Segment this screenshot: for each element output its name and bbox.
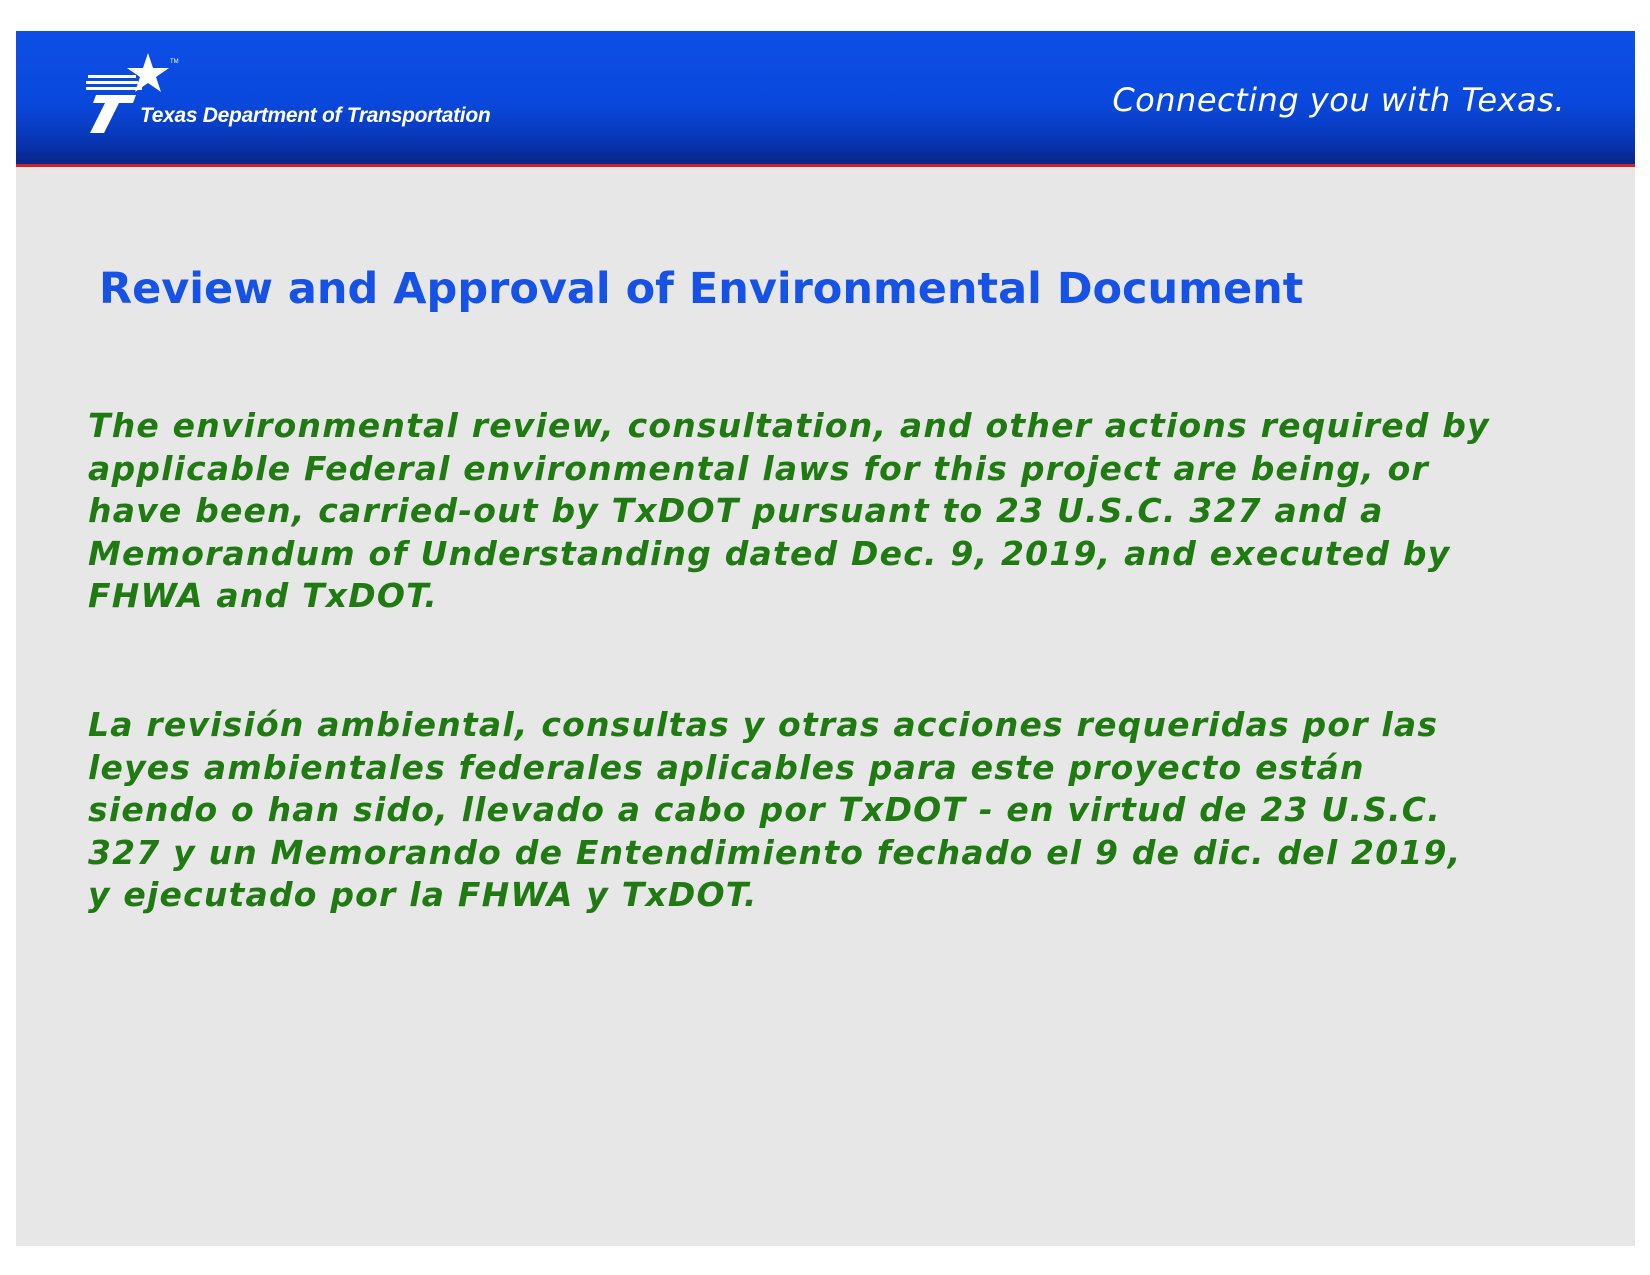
svg-text:TM: TM xyxy=(170,59,179,65)
paragraph-english: The environmental review, consultation, and other actions required by applicable Federal environmental laws for this project are being, or have been, carried-out by TxDOT pursuant to 23 U.S.C. 327 and a Memorandum of Understanding dated Dec. 9, 2019, and executed by FHWA and TxDOT. xyxy=(88,406,1490,615)
txdot-logo xyxy=(86,51,506,141)
page-title: Review and Approval of Environmental Document xyxy=(99,264,1304,314)
slide xyxy=(16,31,1635,1246)
logo-text: Texas Department of Transportation xyxy=(140,104,491,127)
paragraph-spanish: La revisión ambiental, consultas y otras acciones requeridas por las leyes ambientales federales aplicables para este proyecto están siendo o han sido, llevado a cabo por TxDOT - en virtud de 23 U.S.C. 327 y un Memorando de Entendimiento fechado el 9 de dic. del 2019, y ejecutado por la FHWA y TxDOT. xyxy=(88,705,1462,914)
header-banner xyxy=(16,31,1635,167)
tagline: Connecting you with Texas. xyxy=(1112,81,1565,119)
